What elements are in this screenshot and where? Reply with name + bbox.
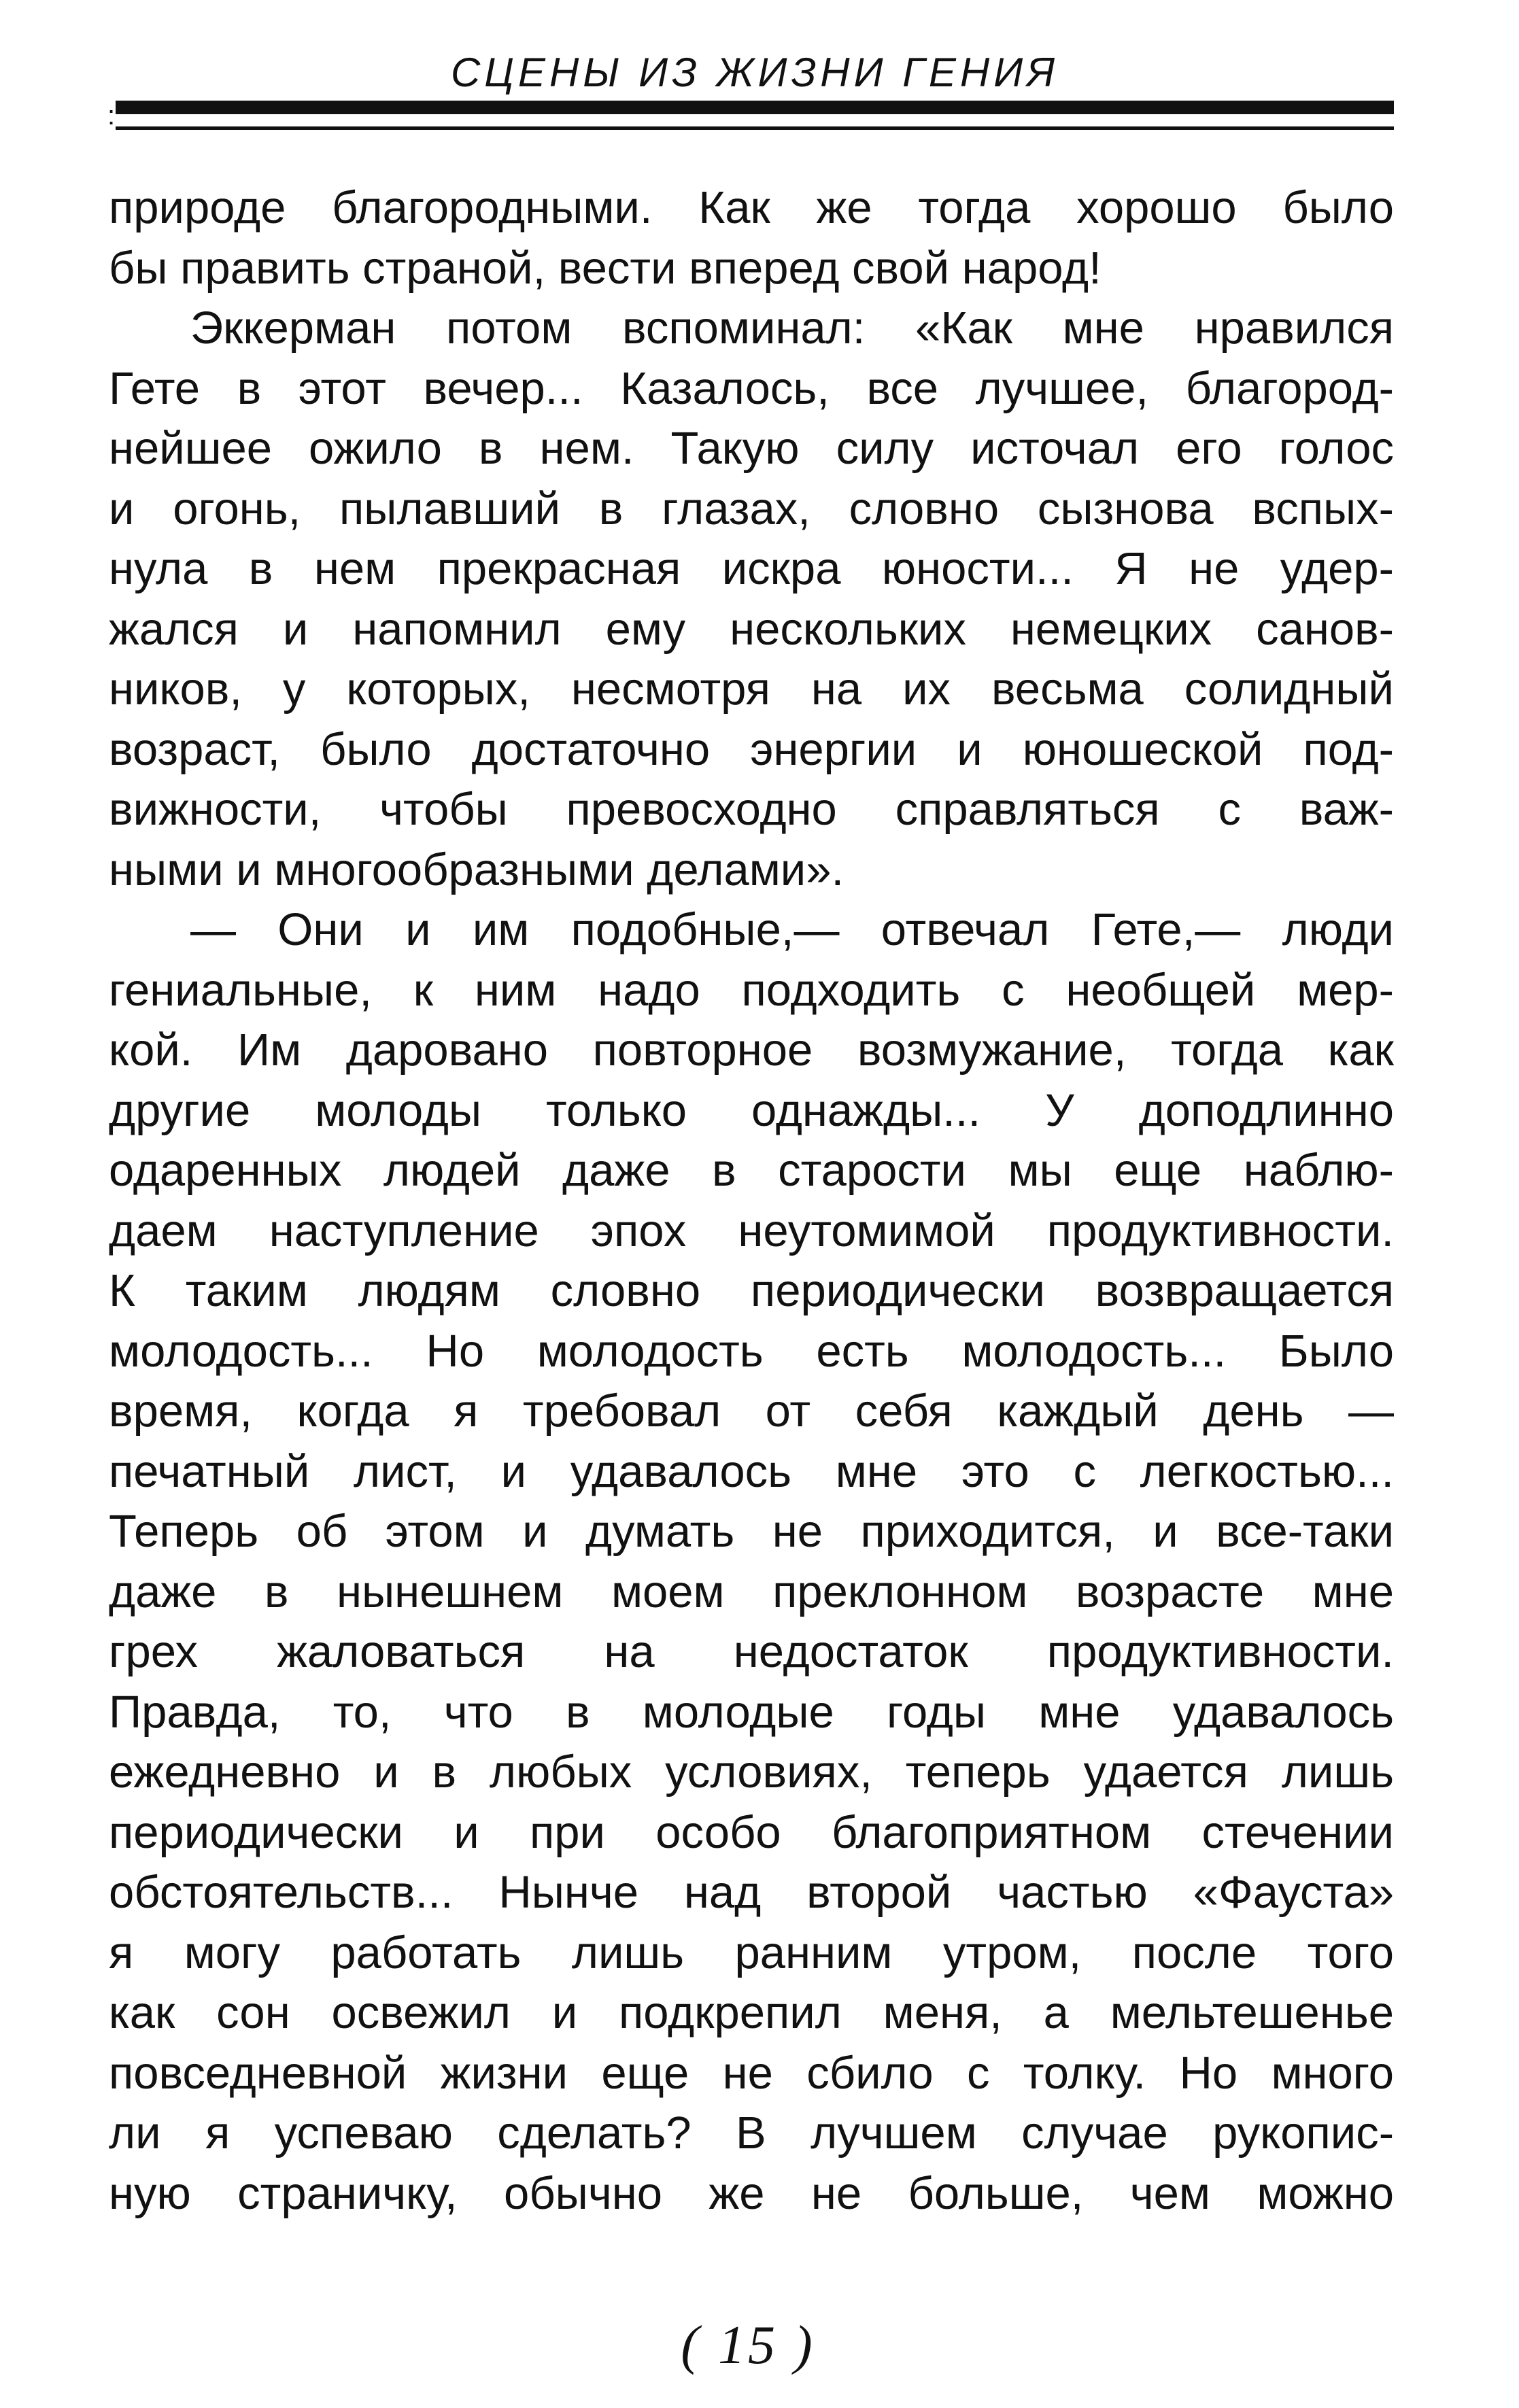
text-line: ную страничку, обычно же не больше, чем можно [109, 2167, 1394, 2219]
text-line: — Они и им подобные,— отвечал Гете,— люди [190, 904, 1394, 955]
text-line: ежедневно и в любых условиях, теперь удается лишь [109, 1747, 1394, 1798]
text-line: печатный лист, и удавалось мне это с легкостью... [109, 1445, 1394, 1497]
text-line: бы править страной, вести вперед свой народ! [109, 242, 1102, 294]
text-line: даем наступление эпох неутомимой продуктивности. [109, 1205, 1394, 1256]
text-line: одаренных людей даже в старости мы еще наблю- [109, 1145, 1394, 1196]
text-line: Правда, то, что в молодые годы мне удавалось [109, 1686, 1394, 1738]
text-line: другие молоды только однажды... У доподлинно [109, 1084, 1394, 1136]
text-line: грех жаловаться на недостаток продуктивности. [109, 1626, 1394, 1677]
text-line: как сон освежил и подкрепил меня, а мельтешенье [109, 1987, 1394, 2038]
text-line: ными и многообразными делами». [109, 844, 844, 895]
text-line: ников, у которых, несмотря на их весьма солидный [109, 664, 1394, 715]
text-line: гениальные, к ним надо подходить с необщей мер- [109, 964, 1394, 1016]
text-line: возраст, было достаточно энергии и юношеской под- [109, 723, 1394, 775]
text-line: даже в нынешнем моем преклонном возрасте мне [109, 1566, 1394, 1617]
text-line: время, когда я требовал от себя каждый день — [109, 1386, 1394, 1437]
text-line: обстоятельств... Нынче над второй частью «Фауста» [109, 1867, 1394, 1918]
text-line: молодость... Но молодость есть молодость... Было [109, 1325, 1394, 1377]
text-line: жался и напомнил ему нескольких немецких санов- [109, 603, 1394, 655]
header-rule-thick [116, 101, 1394, 114]
text-line: повседневной жизни еще не сбило с толку. Но много [109, 2047, 1394, 2099]
text-line: ли я успеваю сделать? В лучшем случае рукопис- [109, 2108, 1394, 2158]
text-line: Эккерман потом вспоминал: «Как мне нравился [190, 303, 1394, 354]
header-rule-thin [116, 126, 1394, 130]
text-line: природе благородными. Как же тогда хорошо было [109, 182, 1394, 233]
body-text [109, 178, 1394, 2224]
text-line: я могу работать лишь ранним утром, после того [109, 1927, 1394, 1978]
margin-mark: : [107, 101, 116, 131]
text-line: Теперь об этом и думать не приходится, и все-таки [109, 1506, 1394, 1557]
text-line: нула в нем прекрасная искра юности... Я не удер- [109, 543, 1394, 594]
running-title: СЦЕНЫ ИЗ ЖИЗНИ ГЕНИЯ [450, 50, 1059, 95]
page-number: ( 15 ) [681, 2316, 815, 2375]
text-line: периодически и при особо благоприятном стечении [109, 1806, 1394, 1858]
text-line: вижности, чтобы превосходно справляться с важ- [109, 784, 1394, 835]
text-line: кой. Им даровано повторное возмужание, тогда как [109, 1025, 1394, 1076]
text-line: нейшее ожило в нем. Такую силу источал его голос [109, 423, 1394, 474]
text-line: и огонь, пылавший в глазах, словно сызнова вспых- [109, 483, 1394, 534]
text-line: К таким людям словно периодически возвращается [109, 1265, 1394, 1316]
text-line: Гете в этот вечер... Казалось, все лучшее, благород- [109, 362, 1394, 414]
